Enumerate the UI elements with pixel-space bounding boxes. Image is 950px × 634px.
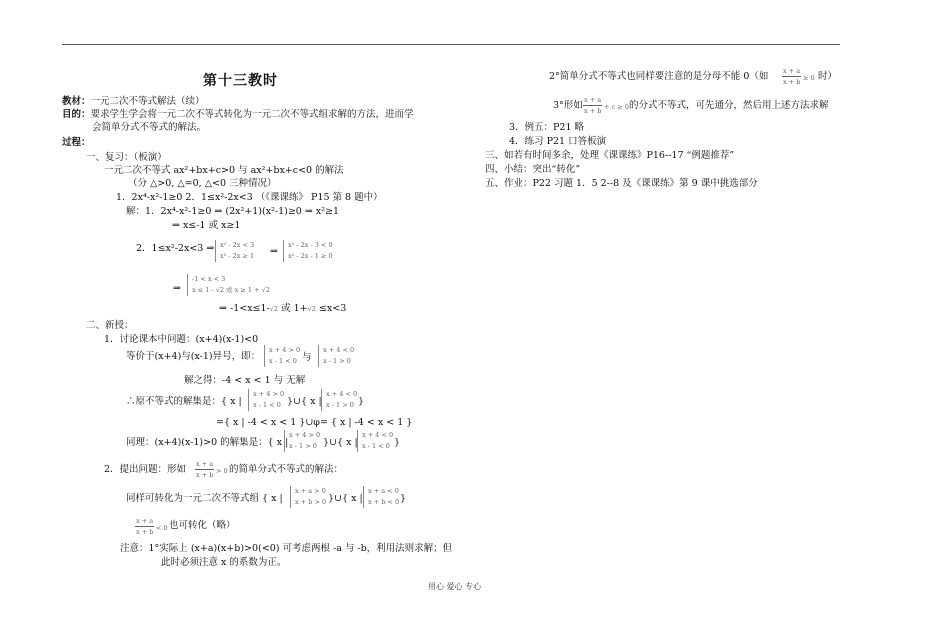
system-B-row1: x + 4 < 0	[323, 346, 355, 354]
review-heading: 一、复习：（板演）	[86, 152, 167, 163]
system-F	[363, 486, 399, 508]
system-E	[290, 486, 326, 508]
fraction-3	[782, 66, 801, 87]
fraction-2-rel: < 0	[156, 524, 168, 532]
note-1-cont: 此时必须注意 x 的系数为正。	[161, 557, 287, 568]
system-B	[318, 345, 354, 367]
section-4: 四、小结：突出“转化”	[485, 164, 581, 175]
fraction-3-num: x + a	[783, 67, 801, 75]
union-3: }∪{ x |	[328, 493, 363, 504]
system-D-row2: x - 1 < 0	[362, 442, 390, 450]
note-1: 注意：1°实际上 (x+a)(x+b)>0(<0) 可考虑两根 -a 与 -b，利用法则求解；但	[120, 543, 453, 554]
union-2: }∪{ x |	[323, 437, 358, 448]
system-C	[284, 430, 320, 452]
fraction-2-num: x + a	[136, 517, 154, 525]
system-3	[187, 274, 270, 296]
section-3: 三、如若有时间多余，处理《课课练》P16--17 “例题推荐”	[485, 150, 735, 161]
review-line2: （分 △>0, △=0, △<0 三种情况）	[128, 178, 277, 189]
system-B2-row1: x + 4 < 0	[326, 390, 358, 398]
implies-2: ⇒	[173, 283, 181, 294]
fraction-2	[135, 516, 154, 537]
system-A	[264, 345, 300, 367]
fraction-1-rel: > 0	[216, 467, 228, 475]
note-2-post: 时）	[818, 71, 838, 82]
point-1b: 解之得：-4 < x < 1 与 无解	[184, 375, 306, 386]
system-2-row2: x² - 2x - 1 ≥ 0	[288, 252, 333, 260]
page-title: 第十三教时	[203, 73, 278, 89]
fraction-1-num: x + a	[196, 460, 214, 468]
implies-1: ⇒	[270, 246, 278, 257]
close-brace-1: }	[358, 396, 365, 407]
system-A2-row1: x + 4 > 0	[253, 390, 285, 398]
fraction-4-num: x + a	[584, 96, 602, 104]
section-5: 五、作业：P22 习题 1．5 2--8 及《课课练》第 9 课中挑选部分	[485, 178, 758, 189]
sqrt2-b: √2	[307, 305, 316, 313]
union-1: }∪{ x |	[287, 396, 322, 407]
system-1	[215, 240, 254, 262]
point-2: 2．提出问题：形如	[104, 464, 187, 475]
header-rule	[62, 44, 840, 45]
system-1-row2: x² - 2x ≥ 1	[220, 252, 255, 260]
and-word: 与	[302, 352, 312, 363]
system-3-row1: -1 < x < 3	[192, 275, 226, 283]
practice: 4．练习 P21 口答板演	[509, 136, 607, 147]
point-1d: ={ x | -4 < x < 1 }∪φ= { x | -4 < x < 1 }	[216, 417, 413, 428]
system-F-row2: x + b < 0	[368, 498, 400, 506]
system-2-row1: x² - 2x - 3 < 0	[288, 241, 333, 249]
close-brace-2: }	[394, 437, 401, 448]
system-E-row2: x + b > 0	[295, 498, 327, 506]
system-A2-row2: x - 1 < 0	[253, 401, 281, 409]
goal-text-cont: 会简单分式不等式的解法。	[92, 122, 207, 133]
fraction-1-den: x + b	[196, 471, 214, 479]
system-A2	[248, 389, 284, 411]
point-2a: 同样可转化为一元二次不等式组 { x |	[126, 493, 283, 504]
system-2	[283, 240, 333, 262]
review-problems: 1．2x⁴-x²-1≥0 2．1≤x²-2x<3 （《课课练》 P15 第 8 题中）	[116, 192, 383, 203]
note-3: 3°形如	[553, 100, 583, 111]
fraction-4	[583, 95, 602, 116]
goal-text: 要求学生学会将一元二次不等式转化为一元二次不等式组求解的方法，进而学	[90, 109, 414, 120]
fraction-3-den: x + b	[783, 78, 801, 86]
system-3-row2: x ≤ 1 - √2 或 x ≥ 1 + √2	[192, 286, 270, 294]
point-2-post: 的简单分式不等式的解法：	[229, 464, 344, 475]
system-E-row1: x + a > 0	[295, 487, 326, 495]
result-part2: 或 1+	[281, 303, 308, 314]
system-B2-row2: x - 1 > 0	[326, 401, 354, 409]
system-B2	[321, 389, 357, 411]
point-1e: 同理：(x+4)(x-1)>0 的解集是：{ x |	[126, 437, 289, 448]
solution-set-line: ∴原不等式的解集是：{ x |	[126, 396, 242, 407]
point-1: 1．讨论课本中问题：(x+4)(x-1)<0	[104, 334, 259, 345]
note-2: 2°简单分式不等式也同样要注意的是分母不能 0（如	[549, 71, 769, 82]
fraction-1	[195, 459, 214, 480]
review-line1: 一元二次不等式 ax²+bx+c>0 与 ax²+bx+c<0 的解法	[104, 165, 344, 176]
textbook-line	[62, 96, 205, 108]
goal-line	[62, 109, 414, 121]
system-C-row1: x + 4 > 0	[289, 431, 321, 439]
solution-2-result	[219, 303, 346, 315]
fraction-2-den: x + b	[136, 528, 154, 536]
textbook-text: 一元二次不等式解法（续）	[90, 96, 205, 107]
solution-1-result: ⇒ x≤-1 或 x≥1	[172, 220, 241, 231]
solution-2: 2．1≤x²-2x<3 ⇒	[136, 243, 215, 254]
sqrt2-a: √2	[269, 305, 279, 313]
result-part3: ≤x<3	[318, 303, 347, 314]
system-A-row2: x - 1 < 0	[269, 357, 297, 365]
goal-label: 目的：	[62, 109, 91, 120]
page-footer: 用心 爱心 专心	[428, 582, 482, 591]
result-part1: ⇒ -1<x≤1-	[219, 303, 270, 314]
system-C-row2: x - 1 > 0	[289, 442, 317, 450]
system-F-row1: x + a < 0	[368, 487, 399, 495]
close-brace-3: }	[400, 493, 407, 504]
note-3-post: 的分式不等式，可先通分，然后用上述方法求解	[629, 100, 829, 111]
textbook-label: 教材：	[62, 96, 91, 107]
fraction-3-rel: ≥ 0	[803, 74, 815, 82]
fraction-4-den: x + b	[584, 107, 602, 115]
system-D	[357, 430, 393, 452]
system-D-row1: x + 4 < 0	[362, 431, 394, 439]
point-1a: 等价于(x+4)与(x-1)异号，即：	[126, 351, 261, 362]
system-1-row1: x² - 2x < 3	[220, 241, 255, 249]
fraction-4-rel: + c ≥ 0	[604, 103, 629, 111]
solution-1: 解：1．2x⁴-x²-1≥0 ⇒ (2x²+1)(x²-1)≥0 ⇒ x²≥1	[126, 206, 340, 217]
new-heading: 二、新授：	[86, 320, 134, 331]
system-A-row1: x + 4 > 0	[269, 346, 301, 354]
example-5: 3．例五：P21 略	[509, 122, 585, 133]
process-label: 过程：	[62, 137, 91, 148]
point-2b: 也可转化（略）	[169, 520, 236, 531]
system-B-row2: x - 1 > 0	[323, 357, 351, 365]
